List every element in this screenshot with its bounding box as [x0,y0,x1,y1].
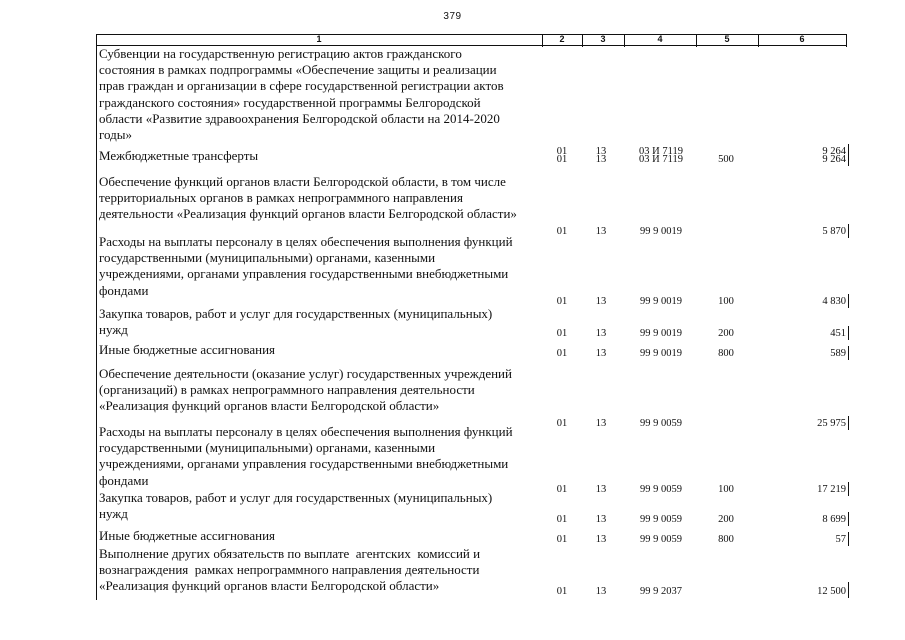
column-header-2: 2 [559,34,565,44]
row-expense-type: 200 [718,514,734,525]
table-header-row [96,34,846,46]
table-row [96,528,851,546]
table-row [96,174,851,238]
row-expense-type: 800 [718,534,734,545]
row-section: 01 [556,348,568,359]
amount-edge-mark [848,582,849,598]
row-amount: 9 264 [822,146,846,157]
amount-edge-mark [848,512,849,526]
row-subsection: 13 [595,514,607,525]
row-subsection: 13 [595,296,607,307]
row-description: Межбюджетные трансферты [99,148,259,163]
row-amount: 589 [830,348,846,359]
row-description: Расходы на выплаты персоналу в целях обеспечения выполнения функций государственными (муниципальными) органами, казенными учреждениями, органами управления государственными внебюджетными фондами [99,424,513,488]
row-subsection: 13 [595,226,607,237]
row-target-article: 99 9 0059 [640,484,682,495]
row-subsection: 13 [595,328,607,339]
amount-edge-mark [848,346,849,360]
row-section: 01 [556,534,568,545]
row-description: Выполнение других обязательств по выплате агентских комиссий и вознаграждения рамках непрограммного направления деятельности «Реализация функций органов власти Белгородской области» [99,546,481,594]
amount-edge-mark [848,154,849,166]
row-section: 01 [556,484,568,495]
row-amount: 451 [830,328,846,339]
amount-edge-mark [848,532,849,546]
row-subsection: 13 [595,154,607,165]
row-subsection: 13 [595,484,607,495]
row-description: Иные бюджетные ассигнования [99,528,276,543]
row-amount: 25 975 [817,418,846,429]
row-expense-type: 200 [718,328,734,339]
row-expense-type: 800 [718,348,734,359]
row-subsection: 13 [595,586,607,597]
row-description: Расходы на выплаты персоналу в целях обеспечения выполнения функций государственными (муниципальными) органами, казенными учреждениями, органами управления государственными внебюджетными фондами [99,234,513,298]
column-header-1: 1 [316,34,322,44]
row-amount: 17 219 [817,484,846,495]
column-header-6: 6 [799,34,805,44]
row-expense-type: 100 [718,484,734,495]
row-description: Закупка товаров, работ и услуг для государственных (муниципальных) нужд [99,490,493,522]
row-target-article: 99 9 0019 [640,348,682,359]
row-target-article: 99 9 0059 [640,418,682,429]
table-row [96,546,851,598]
row-expense-type: 100 [718,296,734,307]
row-section: 01 [556,514,568,525]
page-number: 379 [443,11,462,22]
row-section: 01 [556,146,568,157]
table-row [96,234,851,308]
table-row [96,148,851,166]
row-subsection: 13 [595,418,607,429]
budget-table [96,34,851,600]
row-target-article: 99 9 0059 [640,514,682,525]
row-target-article: 03 И 7119 [639,154,683,165]
table-row [96,424,851,496]
row-amount: 5 870 [822,226,846,237]
row-target-article: 99 9 0019 [640,296,682,307]
row-subsection: 13 [595,534,607,545]
row-target-article: 03 И 7119 [639,146,683,157]
row-amount: 8 699 [822,514,846,525]
row-description: Закупка товаров, работ и услуг для государственных (муниципальных) нужд [99,306,493,338]
row-amount: 9 264 [822,154,846,165]
row-subsection: 13 [595,146,607,157]
row-target-article: 99 9 0059 [640,534,682,545]
row-description: Обеспечение деятельности (оказание услуг) государственных учреждений (организаций) в рамках непрограммного направления деятельности «Реализация функций органов власти Белгородской области» [99,366,512,414]
row-target-article: 99 9 0019 [640,226,682,237]
row-section: 01 [556,154,568,165]
table-row [96,342,851,360]
amount-edge-mark [848,326,849,340]
row-section: 01 [556,226,568,237]
table-row [96,46,851,158]
row-section: 01 [556,418,568,429]
row-section: 01 [556,328,568,339]
row-target-article: 99 9 2037 [640,586,682,597]
row-amount: 57 [835,534,846,545]
row-section: 01 [556,586,568,597]
column-header-5: 5 [724,34,730,44]
row-amount: 4 830 [822,296,846,307]
row-description: Обеспечение функций органов власти Белгородской области, в том числе территориальных органов в рамках непрограммного направления деятельности «Реализация функций органов власти Белгородской области» [99,174,517,222]
table-row [96,366,851,430]
row-description: Субвенции на государственную регистрацию актов гражданского состояния в рамках подпрограммы «Обеспечение защиты и реализации прав граждан и организации в сфере государственной регистрации актов гражданского состояния» государственной программы Белгородской области «Развитие здравоохранения Белгородской области на 2014-2020 годы» [99,46,504,143]
row-expense-type: 500 [718,154,734,165]
table-row [96,490,851,526]
row-description: Иные бюджетные ассигнования [99,342,276,357]
column-header-3: 3 [600,34,606,44]
column-header-4: 4 [657,34,663,44]
row-subsection: 13 [595,348,607,359]
row-section: 01 [556,296,568,307]
table-row [96,306,851,340]
row-amount: 12 500 [817,586,846,597]
row-target-article: 99 9 0019 [640,328,682,339]
